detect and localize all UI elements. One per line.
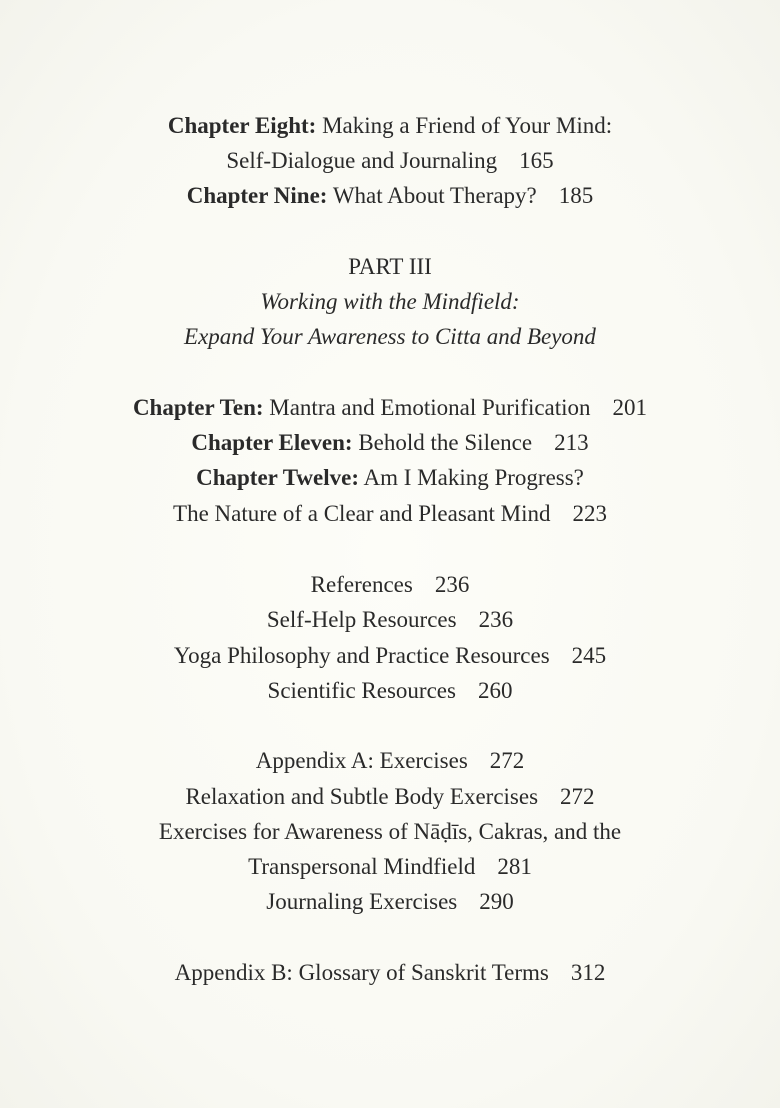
page-number: 290 [479,889,514,914]
item-title: Self-Help Resources [266,607,457,632]
chapter-label: Chapter Ten: [132,395,264,420]
toc-references-item [0,605,780,635]
toc-ch12-line1 [0,463,780,493]
page-number: 165 [519,148,554,173]
page-number: 260 [477,678,513,703]
item-title: Exercises for Awareness of Nāḍīs, Cakras, and the [158,819,622,844]
toc-ch10 [0,393,780,423]
item-title: Scientific Resources [267,678,456,703]
chapter-label: Chapter Eleven: [191,430,353,455]
section-title: Appendix A: Exercises [255,748,468,773]
toc-appendix-b [0,958,780,988]
toc-ch9 [0,181,780,211]
toc-appendix-a [0,746,780,776]
page-number: 245 [571,643,607,668]
section-title: References [310,572,413,597]
section-title: Appendix B: Glossary of Sanskrit Terms [174,960,549,985]
toc-ch8-line2 [0,146,780,176]
page-number: 272 [560,784,595,809]
toc-references-item [0,676,780,706]
chapter-title: Am I Making Progress? [363,465,584,490]
chapter-title: Mantra and Emotional Purification [269,395,591,420]
part-subtitle-1: Working with the Mindfield: [260,289,520,314]
toc-references-item [0,641,780,671]
chapter-subtitle: The Nature of a Clear and Pleasant Mind [173,501,551,526]
toc-ch8-line1 [0,111,780,141]
part-subtitle-2: Expand Your Awareness to Citta and Beyond [184,324,596,349]
page-number: 236 [478,607,514,632]
toc-appendix-a-item-line2 [0,852,780,882]
page-number: 312 [570,960,606,985]
item-title: Journaling Exercises [266,889,458,914]
part-heading: PART III [348,254,432,279]
page-number: 223 [572,501,607,526]
chapter-label: Chapter Eight: [167,113,317,138]
toc-appendix-a-item-line1 [0,817,780,847]
chapter-title: Making a Friend of Your Mind: [322,113,613,138]
item-title: Relaxation and Subtle Body Exercises [185,784,539,809]
toc-appendix-a-item [0,887,780,917]
toc-references [0,570,780,600]
chapter-title: What About Therapy? [332,183,537,208]
page-number: 281 [497,854,532,879]
page-number: 201 [612,395,648,420]
page-number: 185 [558,183,594,208]
chapter-subtitle: Self-Dialogue and Journaling [226,148,498,173]
page-number: 213 [554,430,589,455]
toc-ch12-line2 [0,499,780,529]
toc-ch11 [0,428,780,458]
chapter-label: Chapter Twelve: [196,465,360,490]
chapter-title: Behold the Silence [358,430,533,455]
chapter-label: Chapter Nine: [186,183,328,208]
page-number: 236 [434,572,470,597]
page-number: 272 [489,748,525,773]
item-title-continued: Transpersonal Mindfield [248,854,476,879]
item-title: Yoga Philosophy and Practice Resources [173,643,550,668]
toc-appendix-a-item [0,782,780,812]
